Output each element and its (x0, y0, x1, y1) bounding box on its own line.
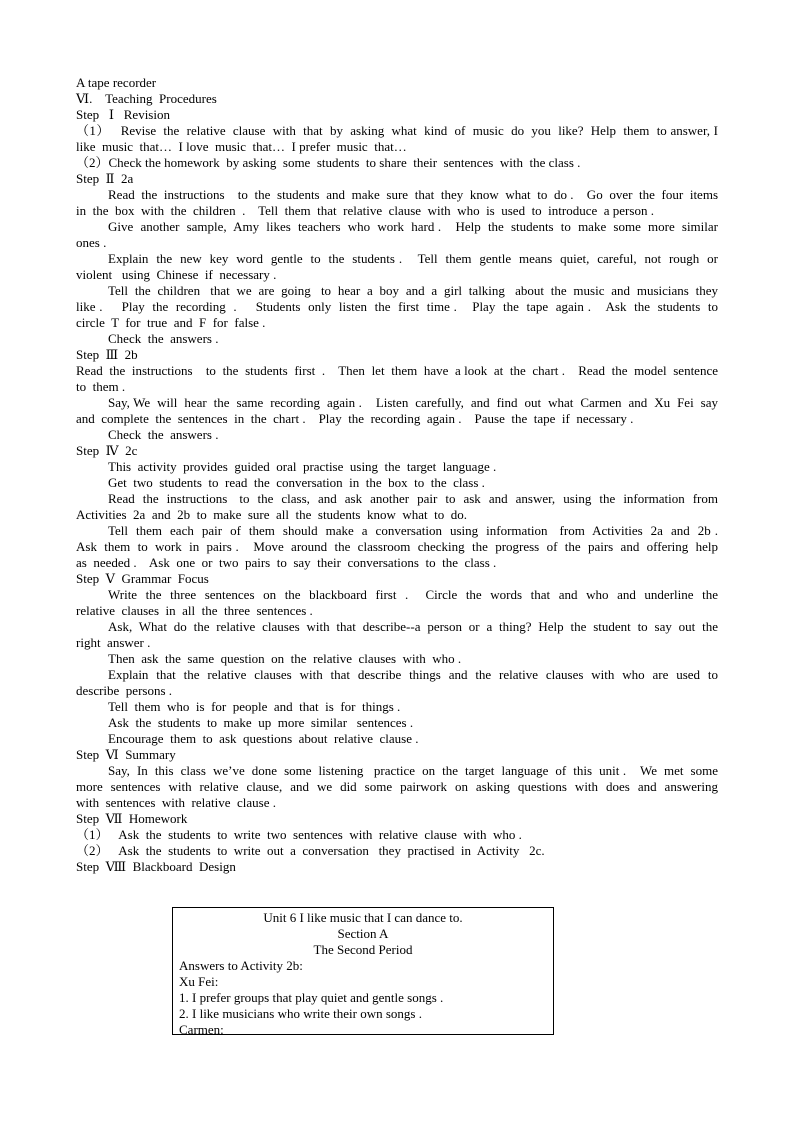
text-line: Write the three sentences on the blackboard first . Circle the words that and who and underline the relative clauses in all the three sentences . (76, 587, 725, 618)
board-answers-label: Answers to Activity 2b: (179, 958, 303, 973)
text-line: Tell them who is for people and that is for things . (108, 699, 401, 714)
text-line: Read the instructions to the students first . Then let them have a look at the chart . Read the model sentence to them . (76, 363, 725, 394)
board-period: The Second Period (313, 942, 413, 957)
text-line: Step Ⅴ Grammar Focus (76, 571, 209, 586)
board-unit-title: Unit 6 I like music that I can dance to. (263, 910, 463, 925)
text-line: Read the instructions to the students and make sure that they know what to do . Go over the four items in the box with the children . Tell them that relative clause with who is used to introduce a person . (76, 187, 725, 218)
text-line: Step Ⅲ 2b (76, 347, 138, 362)
blackboard-design-box (172, 907, 554, 1035)
text-line: Step Ⅳ 2c (76, 443, 138, 458)
text-line: Ⅵ. Teaching Procedures (76, 91, 217, 106)
text-line: Tell the children that we are going to hear a boy and a girl talking about the music and musicians they like . Play the recording . Students only listen the first time . Play the tape again . Ask the students to circle T for true and F for false . (76, 283, 725, 330)
text-line: Check the answers . (108, 331, 219, 346)
board-carmen-label: Carmen: (179, 1022, 224, 1037)
text-line: A tape recorder (76, 75, 157, 90)
text-line: Step Ⅵ Summary (76, 747, 176, 762)
board-item-1: 1. I prefer groups that play quiet and gentle songs . (179, 990, 444, 1005)
text-line: Read the instructions to the class, and ask another pair to ask and answer, using the information from Activities 2a and 2b to make sure all the students know what to do. (76, 491, 725, 522)
text-line: Step Ⅶ Homework (76, 811, 188, 826)
text-line: Get two students to read the conversation in the box to the class . (108, 475, 485, 490)
text-line: （2） Ask the students to write out a conversation they practised in Activity 2c. (76, 843, 545, 858)
text-line: Ask the students to make up more similar sentences . (108, 715, 414, 730)
text-line: Ask, What do the relative clauses with that describe--a person or a thing? Help the student to say out the right answer . (76, 619, 725, 650)
text-line: Explain the new key word gentle to the students . Tell them gentle means quiet, careful, not rough or violent using Chinese if necessary . (76, 251, 725, 282)
text-line: Encourage them to ask questions about relative clause . (108, 731, 419, 746)
text-line: Tell them each pair of them should make a conversation using information from Activities 2a and 2b . Ask them to work in pairs . Move around the classroom checking the progress of the pairs and offering help as needed . Ask one or two pairs to say their conversations to the class . (76, 523, 731, 570)
text-line: （2）Check the homework by asking some students to share their sentences with the class . (76, 155, 581, 170)
board-section: Section A (337, 926, 389, 941)
text-line: Give another sample, Amy likes teachers who work hard . Help the students to make some more similar ones . (76, 219, 728, 250)
text-line: Say, We will hear the same recording again . Listen carefully, and find out what Carmen and Xu Fei say and complete the sentences in the chart . Play the recording again . Pause the tape if necessary . (76, 395, 725, 426)
text-line: Check the answers . (108, 427, 219, 442)
text-line: （1） Ask the students to write two sentences with relative clause with who . (76, 827, 522, 842)
board-xufei-label: Xu Fei: (179, 974, 219, 989)
text-line: Step Ⅷ Blackboard Design (76, 859, 236, 874)
document-body (76, 75, 731, 875)
text-line: Say, In this class we’ve done some listening practice on the target language of this unit . We met some more sentences with relative clause, and we did some pairwork on asking questions with does and answering with sentences with relative clause . (76, 763, 725, 810)
board-item-2: 2. I like musicians who write their own songs . (179, 1006, 422, 1021)
text-line: （1） Revise the relative clause with that by asking what kind of music do you like? Help them to answer, I like music that… I love music that… I prefer music that… (76, 123, 722, 154)
text-line: This activity provides guided oral practise using the target language . (108, 459, 497, 474)
text-line: Step Ⅰ Revision (76, 107, 170, 122)
text-line: Step Ⅱ 2a (76, 171, 134, 186)
text-line: Then ask the same question on the relative clauses with who . (108, 651, 462, 666)
text-line: Explain that the relative clauses with that describe things and the relative clauses with who are used to describe persons . (76, 667, 725, 698)
